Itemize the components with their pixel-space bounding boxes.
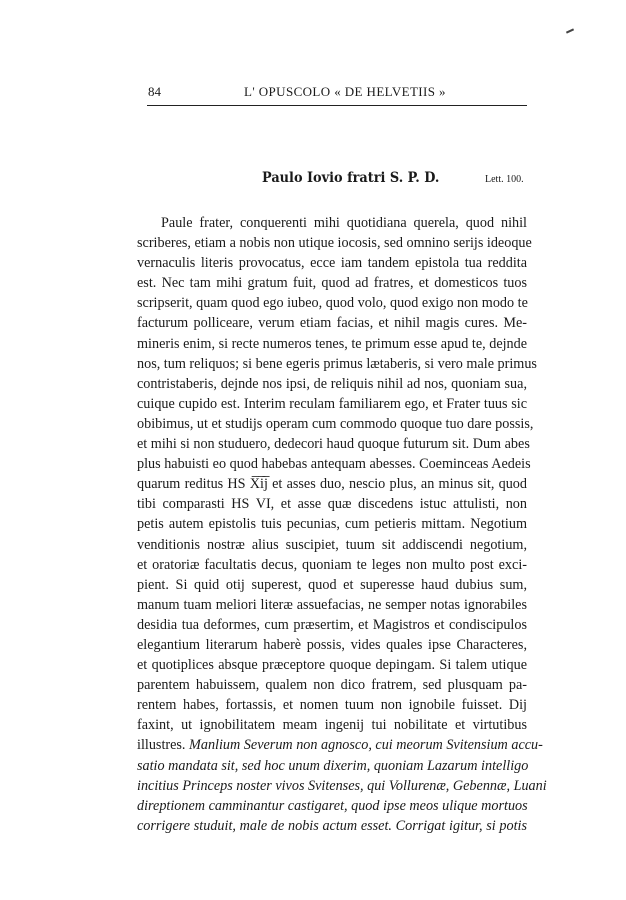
body-line: elegantium literarum haberè possis, vides quales ipse Characteres, [137, 636, 527, 653]
body-line: quarum reditus HS X̅i̅j̅ et asses duo, nescio plus, an minus sit, quod [137, 476, 527, 493]
body-line-mixed [137, 735, 543, 755]
body-line: cuique cupido est. Interim reculam familiarem ego, et Frater tuus sic [137, 395, 527, 412]
body-line: Paule frater, conquerenti mihi quotidiana querela, quod nihil [161, 215, 527, 231]
header-rule [147, 105, 527, 106]
body-line-italic: incitius Princeps noster vivos Svitenses, qui Vollurenæ, Gebennæ, Luani [137, 777, 547, 794]
body-line: vernaculis literis provocatus, ecce iam tandem epistola tua reddita [137, 255, 527, 272]
body-line: petis autem epistolis tuis pecunias, cum petieris mittam. Negotium [137, 516, 527, 533]
body-line: parentem habuissem, qualem non dico fratrem, sed plusquam pa- [137, 677, 527, 694]
page-number: 84 [148, 84, 161, 99]
letter-body [137, 213, 547, 836]
body-line: rentem habes, fortassis, et nomen tuum non ignobile fuisset. Dij [137, 697, 527, 714]
body-line: pient. Si quid otij superest, quod et superesse haud dubius sum, [137, 576, 527, 593]
body-line: et mihi si non studuero, dedecori haud quoque futurum sit. Dum abes [137, 436, 530, 453]
body-line: desidia tua deformes, cum præsertim, et Magistros et condiscipulos [137, 616, 527, 633]
body-line: venditionis nostræ alius suscipiet, tuum sit addiscendi negotium, [137, 536, 527, 553]
body-line: facturum polliceare, verum etiam facias, et nihil magis cures. Me- [137, 315, 527, 332]
body-line: tibi comparasti HS VI, et asse quæ discedens istuc attulisti, non [137, 496, 527, 513]
corner-mark [566, 28, 574, 33]
body-line-italic: satio mandata sit, sed hoc unum dixerim, quoniam Lazarum intelligo [137, 757, 529, 774]
body-line: et quotiplices absque præceptore quoque depingam. Si talem utique [137, 657, 527, 674]
body-line-roman: illustres. [137, 737, 186, 754]
body-line: scriberes, etiam a nobis non utique iocosis, sed omnino serijs ideoque [137, 235, 532, 252]
body-line: obibimus, ut et studijs operam cum commodo quoque tuo dare possis, [137, 415, 534, 432]
body-line: est. Nec tam mihi gratum fuit, quod ad fratres, et domesticos tuos [137, 275, 527, 292]
body-line: et oratoriæ facultatis decus, quoniam te leges non multo post exci- [137, 556, 527, 573]
running-title: L' OPUSCOLO « DE HELVETIIS » [244, 84, 446, 99]
body-line-italic: corrigere studuit, male de nobis actum esset. Corrigat igitur, si potis [137, 817, 527, 834]
body-line: contristaberis, dejnde nos ipsi, de reliquis nihil ad nos, quoniam sua, [137, 375, 527, 392]
letter-heading: Paulo Iovio fratri S. P. D. [262, 170, 440, 186]
body-line-italic: Manlium Severum non agnosco, cui meorum Svitensium accu- [189, 737, 543, 754]
body-line: plus habuisti eo quod habebas antequam abesses. Coeminceas Aedeis [137, 456, 531, 473]
body-line: nos, tum reliquos; si bene egeris primus lætaberis, si vero male primus [137, 355, 537, 372]
running-head [147, 84, 525, 104]
body-line: faxint, ut ignobilitatem meam ingenij tui nobilitate et virtutibus [137, 717, 527, 734]
body-line: manum tuam meliori literæ assuefacias, ne semper notas ignorabiles [137, 596, 527, 613]
body-line-italic: direptionem camminantur castigaret, quod ipse meos ulique mortuos [137, 797, 528, 814]
body-line: mineris enim, si recte numeros tenes, te primum esse apud te, dejnde [137, 335, 528, 352]
letter-reference: Lett. 100. [485, 174, 524, 185]
body-line: scripserit, quam quod ego iubeo, quod volo, quod exigo non modo te [137, 295, 528, 312]
